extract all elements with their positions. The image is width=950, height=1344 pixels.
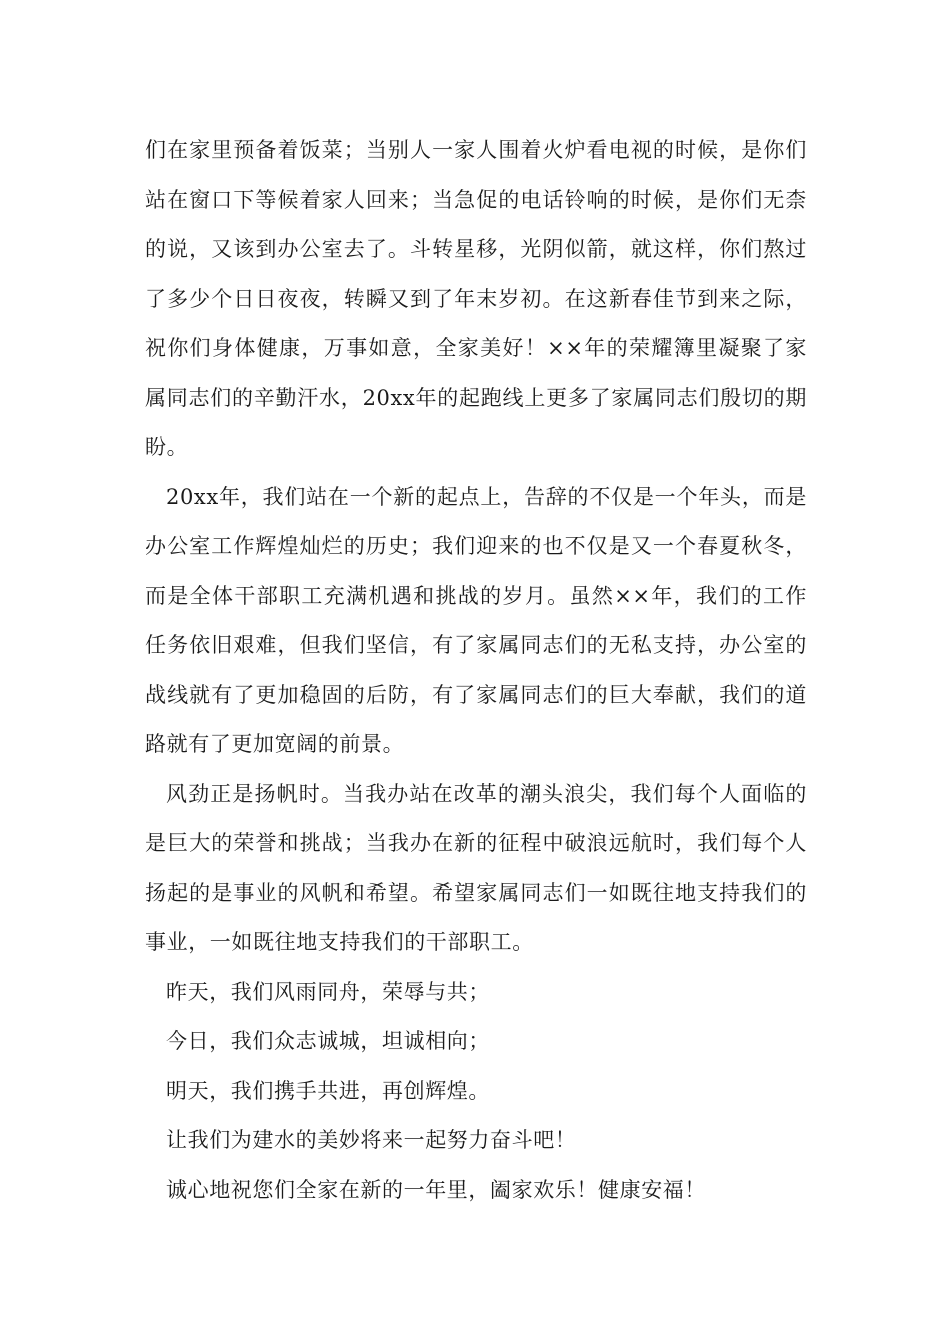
paragraph-6: 明天，我们携手共进，再创辉煌。 [166,1078,490,1103]
paragraph-4: 昨天，我们风雨同舟，荣辱与共； [166,979,490,1004]
paragraph-7: 让我们为建水的美妙将来一起努力奋斗吧！ [166,1128,577,1152]
paragraph-3: 风劲正是扬帆时。当我办站在改革的潮头浪尖，我们每个人面临的是巨大的荣誉和挑战；当我办在新的征程中破浪远航时，我们每个人扬起的是事业的风帆和希望。希望家属同志们一如既往地支持我们的事业，一如既往地支持我们的干部职工。 [145,781,807,954]
paragraph-1: 们在家里预备着饭菜；当别人一家人围着火炉看电视的时候，是你们站在窗口下等候着家人回来；当急促的电话铃响的时候，是你们无柰的说，又该到办公室去了。斗转星移，光阴似箭，就这样，你们熬过了多少个日日夜夜，转瞬又到了年末岁初。在这新春佳节到来之际，祝你们身体健康，万事如意，全家美好！××年的荣耀簿里凝聚了家属同志们的辛勤汗水，20xx年的起跑线上更多了家属同志们殷切的期盼。 [145,138,807,459]
paragraph-2: 20xx年，我们站在一个新的起点上，告辞的不仅是一个年头，而是办公室工作辉煌灿烂的历史；我们迎来的也不仅是又一个春夏秋冬，而是全体干部职工充满机遇和挑战的岁月。虽然××年，我们的工作任务依旧艰难，但我们坚信，有了家属同志们的无私支持，办公室的战线就有了更加稳固的后防，有了家属同志们的巨大奉献，我们的道路就有了更加宽阔的前景。 [145,484,807,756]
paragraph-8: 诚心地祝您们全家在新的一年里，阖家欢乐！健康安福！ [166,1177,706,1202]
paragraph-5: 今日，我们众志诚城，坦诚相向； [166,1029,490,1053]
document-body [145,126,807,1215]
